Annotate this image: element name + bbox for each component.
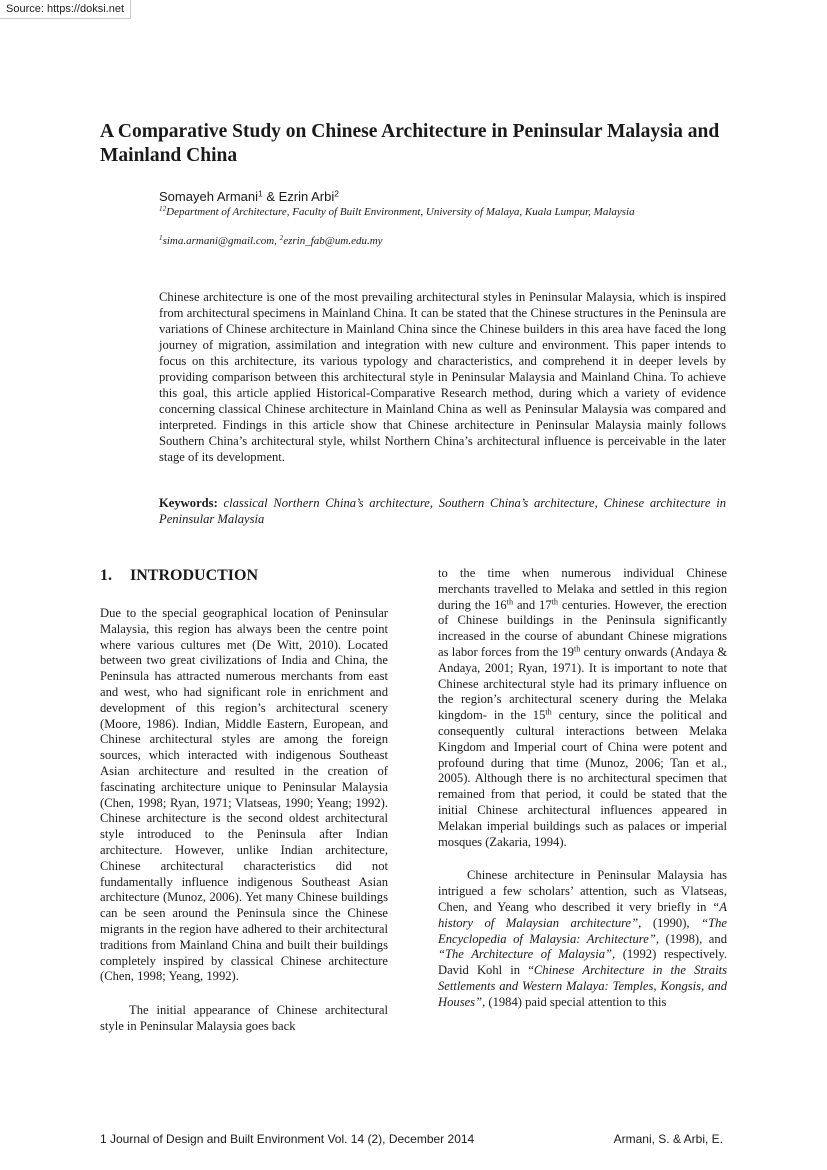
- section-heading: [100, 566, 388, 586]
- author-1-sup: 1: [258, 188, 263, 199]
- author-2: Ezrin Arbi: [278, 189, 335, 204]
- paper-title: A Comparative Study on Chinese Architecture in Peninsular Malaysia and Mainland China: [100, 121, 720, 166]
- body-paragraph-4: Chinese architecture in Peninsular Malaysia has intrigued a few scholars’ attention, such as Vlatseas, Chen, and Yeang who described it very briefly in “A history of Malaysian architecture”, (1990), “The Encyclopedia of Malaysia: Architecture”, (1998), and “The Architecture of Malaysia”, (1992) respectively. David Kohl in “Chinese Architecture in the Straits Settlements and Western Malaya: Temples, Kongsis, and Houses”, (1984) paid special attention to this: [438, 868, 727, 1009]
- keywords-label: Keywords:: [159, 496, 218, 510]
- email-2-sup: 2: [279, 234, 284, 243]
- section-number: 1.: [100, 567, 112, 584]
- column-left: [100, 566, 388, 1035]
- author-separator: &: [262, 189, 279, 204]
- affiliation-sup: 12: [159, 205, 167, 214]
- author-1: Somayeh Armani: [159, 189, 258, 204]
- keywords: [159, 495, 726, 527]
- footer-authors: Armani, S. & Arbi, E.: [613, 1132, 723, 1146]
- abstract: Chinese architecture is one of the most prevailing architectural styles in Peninsular Malaysia, which is inspired from architectural specimens in Mainland China. It can be stated that the Chinese structures in the Peninsula are variations of Chinese architecture in Mainland China since the Chinese builders in this area have faced the long journey of migration, assimilation and integration with new culture and environment. This paper intends to focus on this architecture, its various typology and characteristics, and comprehend it in deeper levels by providing comparison between this architectural style in Peninsular Malaysia and Mainland China. To achieve this goal, this article applied Historical-Comparative Research method, during which a variety of evidence concerning classical Chinese architecture in Mainland China as well as Peninsular Malaysia was compared and interpreted. Findings in this article show that Chinese architecture in Peninsular Malaysia mainly follows Southern China’s architectural style, whilst Northern China’s architectural influence is perceivable in the later stage of its development.: [159, 290, 726, 464]
- email-1-sup: 1: [159, 234, 163, 243]
- author-line: [159, 189, 339, 204]
- keywords-text: classical Northern China’s architecture, Southern China’s architecture, Chinese architecture in Peninsular Malaysia: [159, 496, 726, 526]
- email-1: sima.armani@gmail.com,: [162, 235, 280, 247]
- body-paragraph-3: to the time when numerous individual Chinese merchants travelled to Melaka and settled in this region during the 16th and 17th centuries. However, the erection of Chinese buildings in the Peninsula significantly increased in the course of abundant Chinese migrations as labor forces from the 19th century onwards (Andaya & Andaya, 2001; Ryan, 1971). It is important to note that Chinese architectural style had its primary influence on the region’s architectural scenery during the Melaka kingdom- in the 15th century, since the political and consequently cultural interactions between Melaka Kingdom and Imperial court of China were potent and profound during that time (Munoz, 2006; Tan et al., 2005). Although there is no architectural specimen that remained from that period, it could be stated that the initial Chinese architectural influences appeared in Melakan imperial buildings such as palaces or imperial mosques (Zakaria, 1994).: [438, 566, 727, 849]
- body-paragraph-2: The initial appearance of Chinese architectural style in Peninsular Malaysia goes back: [100, 1003, 388, 1033]
- emails: [159, 235, 383, 247]
- affiliation: [159, 206, 635, 218]
- affiliation-text: Department of Architecture, Faculty of Built Environment, University of Malaya, Kuala Lumpur, Malaysia: [166, 206, 635, 218]
- email-2: ezrin_fab@um.edu.my: [283, 235, 383, 247]
- section-title: INTRODUCTION: [130, 567, 259, 584]
- body-paragraph-1: Due to the special geographical location of Peninsular Malaysia, this region has always been the centre point where various cultures met (De Witt, 2010). Located between two great civilizations of India and China, the Peninsula has attracted numerous merchants from east and west, who had significant role in enrichment and development of this region’s architectural scenery (Moore, 1986). Indian, Middle Eastern, European, and Chinese architectural styles are among the foreign sources, which interacted with indigenous Southeast Asian architecture and resulted in the creation of fascinating architecture unique to Peninsular Malaysia (Chen, 1998; Ryan, 1971; Vlatseas, 1990; Yeang; 1992). Chinese architecture is the second oldest architectural style introduced to the Peninsula after Indian architecture. However, unlike Indian architecture, Chinese architectural characteristics did not fundamentally influence indigenous Southeast Asian architecture (Munoz, 2006). Yet many Chinese buildings can be seen around the Peninsula since the Chinese migrants in the region have adhered to their architectural traditions from Mainland China and built their buildings completely inspired by classical Chinese architecture (Chen, 1998; Yeang, 1992).: [100, 606, 388, 984]
- author-2-sup: 2: [334, 188, 339, 199]
- column-right: [438, 566, 727, 1011]
- source-label: Source: https://doksi.net: [0, 0, 131, 19]
- footer-journal: 1 Journal of Design and Built Environment Vol. 14 (2), December 2014: [100, 1132, 475, 1146]
